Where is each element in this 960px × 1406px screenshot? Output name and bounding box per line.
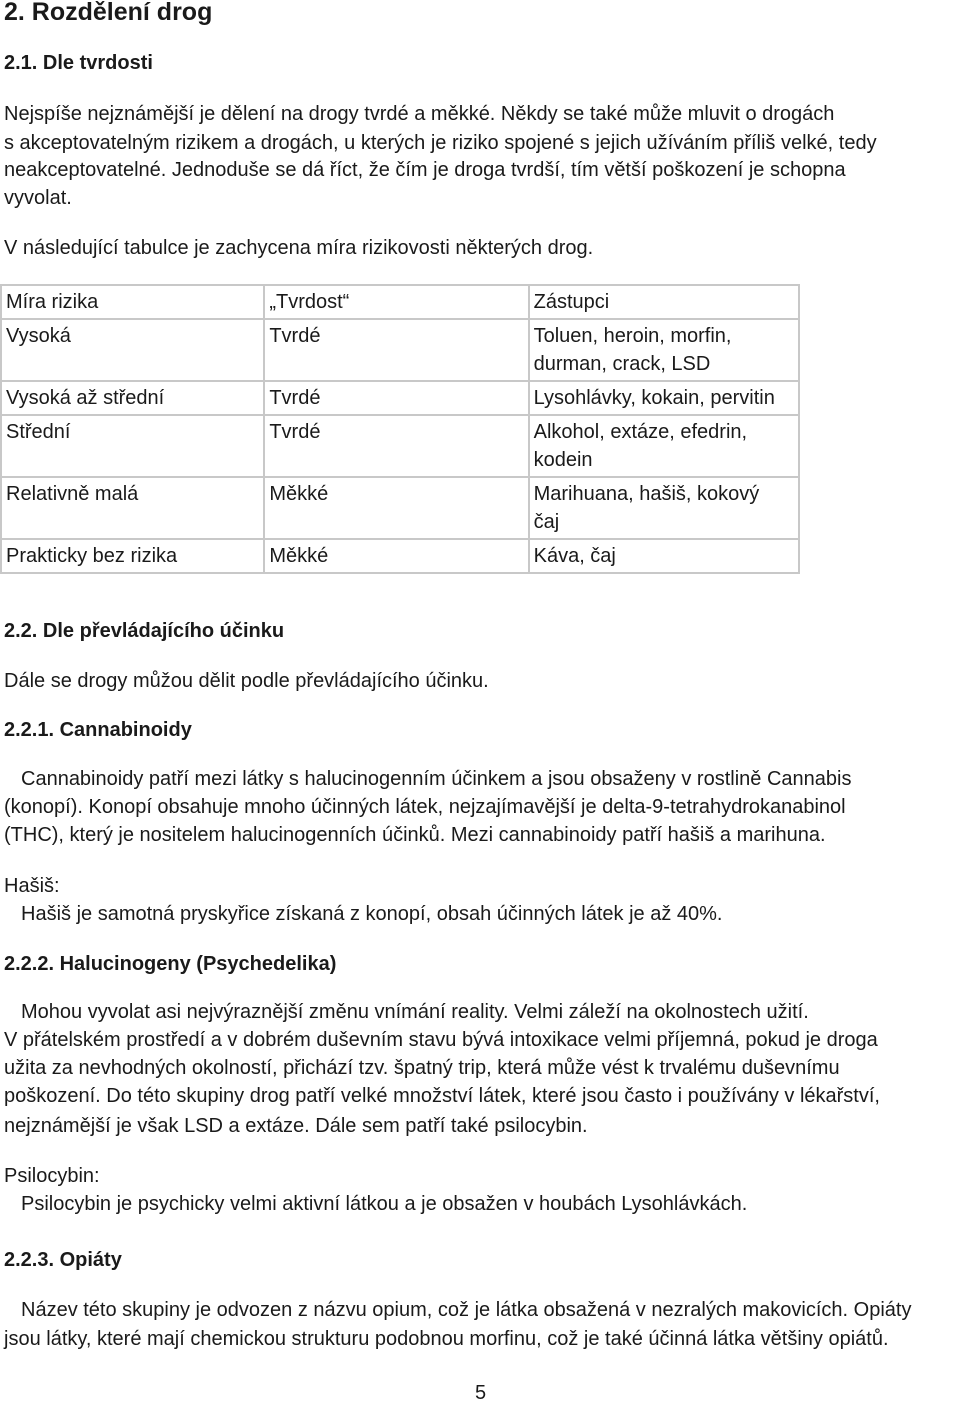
paragraph-line: s akceptovatelným rizikem a drogách, u kterých je riziko spojené s jejich užíváním příliš velké, tedy <box>4 132 877 154</box>
table-row <box>1 539 799 573</box>
table-row <box>1 415 799 477</box>
table-cell: Měkké <box>264 539 528 573</box>
paragraph-line: Psilocybin je psychicky velmi aktivní látkou a je obsažen v houbách Lysohlávkách. <box>21 1193 748 1215</box>
table-header-cell: Zástupci <box>529 285 799 319</box>
table-cell <box>529 319 799 381</box>
table-row <box>1 319 799 381</box>
cell-line: kodein <box>533 449 593 471</box>
table-cell: Prakticky bez rizika <box>1 539 264 573</box>
paragraph-line: neakceptovatelné. Jednoduše se dá říct, že čím je droga tvrdší, tím větší poškození je schopna <box>4 159 846 181</box>
paragraph-line: užita za nevhodných okolností, přichází tzv. špatný trip, která může vést k trvalému duševnímu <box>4 1057 840 1079</box>
paragraph-line: Cannabinoidy patří mezi látky s halucinogenním účinkem a jsou obsaženy v rostlině Cannabis <box>21 768 852 790</box>
table-header-cell: „Tvrdost“ <box>264 285 528 319</box>
paragraph-line: jsou látky, které mají chemickou strukturu podobnou morfinu, což je také účinná látka většiny opiátů. <box>4 1328 889 1350</box>
table-header-cell: Míra rizika <box>1 285 264 319</box>
table-cell: Tvrdé <box>264 415 528 477</box>
table-intro-paragraph: V následující tabulce je zachycena míra rizikovosti některých drog. <box>4 237 594 259</box>
subsection-heading-2-2-2: 2.2.2. Halucinogeny (Psychedelika) <box>4 953 337 975</box>
label-psilocybin: Psilocybin: <box>4 1165 100 1187</box>
paragraph-line: (konopí). Konopí obsahuje mnoho účinných látek, nejzajímavější je delta-9-tetrahydrokanabinol <box>4 796 846 818</box>
paragraph-line: V přátelském prostředí a v dobrém duševním stavu bývá intoxikace velmi příjemná, pokud je droga <box>4 1029 878 1051</box>
subsection-heading-2-1: 2.1. Dle tvrdosti <box>4 52 153 74</box>
cell-line: čaj <box>533 511 560 533</box>
table-cell: Tvrdé <box>264 381 528 415</box>
section-title: 2. Rozdělení drog <box>4 0 213 26</box>
table-cell: Lysohlávky, kokain, pervitin <box>529 381 799 415</box>
cell-line: durman, crack, LSD <box>533 353 711 375</box>
paragraph-line: Hašiš je samotná pryskyřice získaná z konopí, obsah účinných látek je až 40%. <box>21 903 723 925</box>
subsection-heading-2-2-1: 2.2.1. Cannabinoidy <box>4 719 192 741</box>
cell-line: Toluen, heroin, morfin, <box>533 325 732 347</box>
paragraph-line: Dále se drogy můžou dělit podle převládajícího účinku. <box>4 670 489 692</box>
label-hasis: Hašiš: <box>4 875 60 897</box>
table-cell: Káva, čaj <box>529 539 799 573</box>
paragraph-line: Název této skupiny je odvozen z názvu opium, což je látka obsažená v nezralých makovicích. Opiáty <box>21 1299 912 1321</box>
page-number: 5 <box>475 1382 487 1404</box>
table-cell: Vysoká <box>1 319 264 381</box>
paragraph-line: poškození. Do této skupiny drog patří velké množství látek, které jsou často i používány v lékařství, <box>4 1085 880 1107</box>
cell-line: Alkohol, extáze, efedrin, <box>533 421 748 443</box>
table-cell: Střední <box>1 415 264 477</box>
paragraph-line: Mohou vyvolat asi nejvýraznější změnu vnímání reality. Velmi záleží na okolnostech užití. <box>21 1001 809 1023</box>
table-cell: Měkké <box>264 477 528 539</box>
subsection-heading-2-2: 2.2. Dle převládajícího účinku <box>4 620 285 642</box>
paragraph-line: (THC), který je nositelem halucinogenních účinků. Mezi cannabinoidy patří hašiš a marihuna. <box>4 824 826 846</box>
table-cell <box>529 477 799 539</box>
table-cell <box>529 415 799 477</box>
table-cell: Tvrdé <box>264 319 528 381</box>
risk-table <box>0 284 800 574</box>
subsection-heading-2-2-3: 2.2.3. Opiáty <box>4 1249 122 1271</box>
paragraph-line: nejznámější je však LSD a extáze. Dále sem patří také psilocybin. <box>4 1115 588 1137</box>
table-cell: Vysoká až střední <box>1 381 264 415</box>
table-row <box>1 477 799 539</box>
paragraph-line: Nejspíše nejznámější je dělení na drogy tvrdé a měkké. Někdy se také může mluvit o drogách <box>4 103 835 125</box>
paragraph-line: vyvolat. <box>4 187 72 209</box>
table-cell: Relativně malá <box>1 477 264 539</box>
cell-line: Marihuana, hašiš, kokový <box>533 483 760 505</box>
table-header-row <box>1 285 799 319</box>
table-row <box>1 381 799 415</box>
